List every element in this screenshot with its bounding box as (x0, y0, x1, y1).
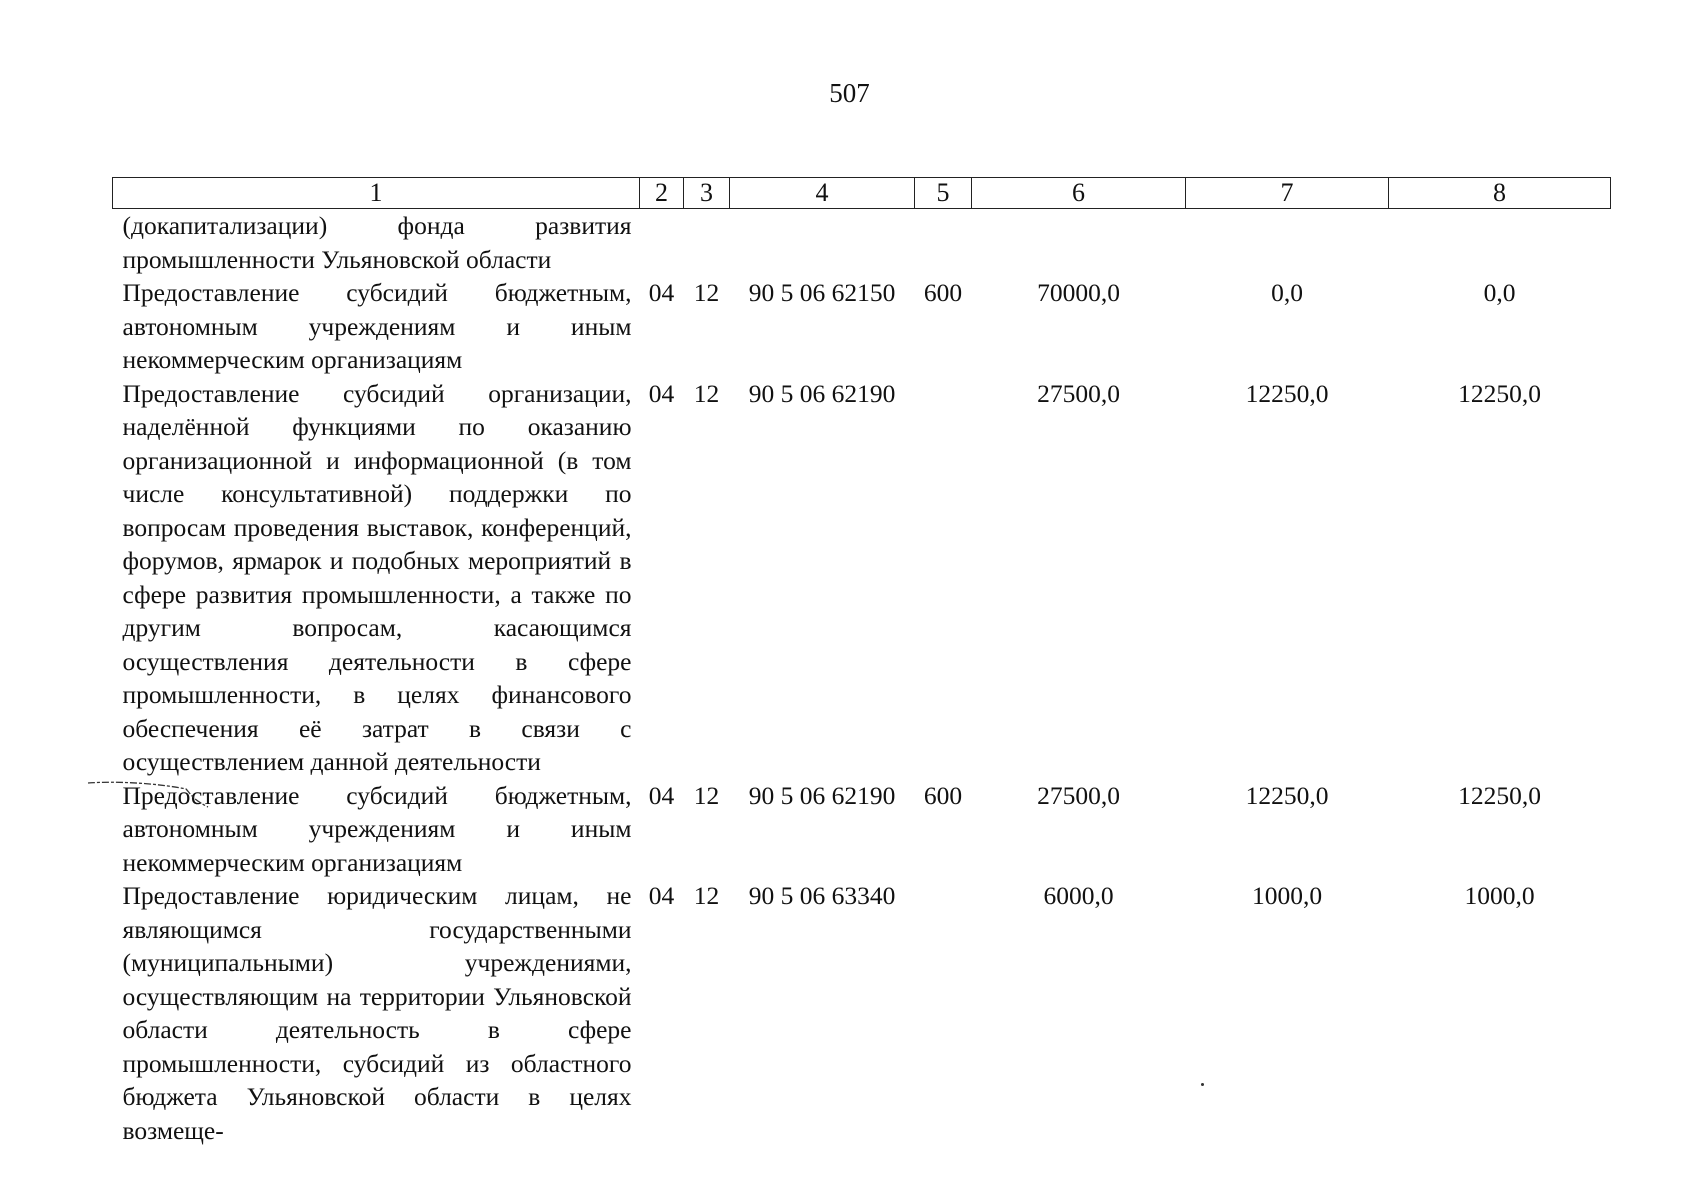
row-amount-col8: 12250,0 (1458, 780, 1541, 810)
row-subsection-code: 12 (693, 780, 720, 810)
row-expense-type (915, 209, 972, 277)
row-amount-col6: 27500,0 (1037, 780, 1120, 810)
header-col-1: 1 (113, 178, 640, 209)
row-section-code: 04 (648, 780, 675, 810)
header-col-4: 4 (730, 178, 915, 209)
table-row (113, 779, 1611, 880)
row-description: Предоставление юридическим лицам, не являющимся государственными (муниципальными) учреждениями, осуществляющим на территории Ульяновской области деятельность в сфере промышленности, субсидий из областного бюджета Ульяновской области в целях возмеще- (122, 881, 632, 1145)
row-description: (докапитализации) фонда развития промышленности Ульяновской области (122, 211, 632, 274)
row-amount-col7: 1000,0 (1251, 881, 1323, 910)
row-description: Предоставление субсидий бюджетным, автономным учреждениям и иным некоммерческим организациям (122, 278, 632, 374)
row-expense-type (915, 377, 972, 779)
row-subsection-code (684, 209, 730, 277)
table-row (113, 377, 1611, 779)
row-expense-type: 600 (923, 780, 963, 810)
row-amount-col6: 70000,0 (1037, 278, 1120, 307)
table-row (113, 879, 1611, 1147)
row-subsection-code: 12 (693, 881, 720, 910)
row-section-code: 04 (648, 278, 675, 307)
row-description: Предоставление субсидий организации, наделённой функциями по оказанию организационной и информационной (в том числе консультативной) поддержки по вопросам проведения выставок, конференций, форумов, ярмарок и подобных мероприятий в сфере развития промышленности, а также по другим вопросам, касающимся осуществления деятельности в сфере промышленности, в целях финансового обеспечения её затрат в связи с осуществлением данной деятельности (122, 378, 632, 776)
header-col-3: 3 (684, 178, 730, 209)
row-subsection-code: 12 (693, 378, 720, 408)
header-col-8: 8 (1389, 178, 1611, 209)
header-col-2: 2 (640, 178, 684, 209)
table-header (113, 178, 1611, 209)
row-target-article: 90 5 06 63340 (748, 881, 896, 910)
row-section-code: 04 (648, 881, 675, 910)
row-amount-col7: 12250,0 (1245, 780, 1329, 810)
row-section-code (640, 209, 684, 277)
row-target-article: 90 5 06 62190 (748, 780, 896, 810)
row-amount-col6 (972, 209, 1186, 277)
row-amount-col6: 27500,0 (1037, 378, 1120, 408)
row-target-article: 90 5 06 62190 (748, 378, 896, 408)
row-amount-col8: 1000,0 (1464, 881, 1535, 910)
row-amount-col7: 0,0 (1271, 278, 1303, 307)
row-description: Предоставление субсидий бюджетным, автономным учреждениям и иным некоммерческим организациям (122, 780, 632, 877)
header-col-7: 7 (1186, 178, 1389, 209)
row-subsection-code: 12 (693, 278, 720, 307)
table-row (113, 209, 1611, 277)
row-amount-col7: 12250,0 (1245, 378, 1329, 408)
row-expense-type: 600 (923, 278, 963, 307)
stray-dot (1201, 1083, 1204, 1086)
page-number: 507 (829, 78, 870, 108)
budget-table (112, 177, 1611, 1147)
row-amount-col6: 6000,0 (1043, 881, 1114, 910)
row-amount-col8: 0,0 (1483, 278, 1516, 307)
row-amount-col8: 12250,0 (1458, 378, 1541, 408)
header-col-6: 6 (972, 178, 1186, 209)
row-amount-col7 (1186, 209, 1389, 277)
header-row (113, 178, 1611, 209)
row-target-article: 90 5 06 62150 (748, 278, 896, 307)
table-row (113, 276, 1611, 377)
row-expense-type (915, 879, 972, 1147)
row-amount-col8 (1389, 209, 1611, 277)
row-section-code: 04 (648, 378, 675, 408)
row-target-article (730, 209, 915, 277)
header-col-5: 5 (915, 178, 972, 209)
